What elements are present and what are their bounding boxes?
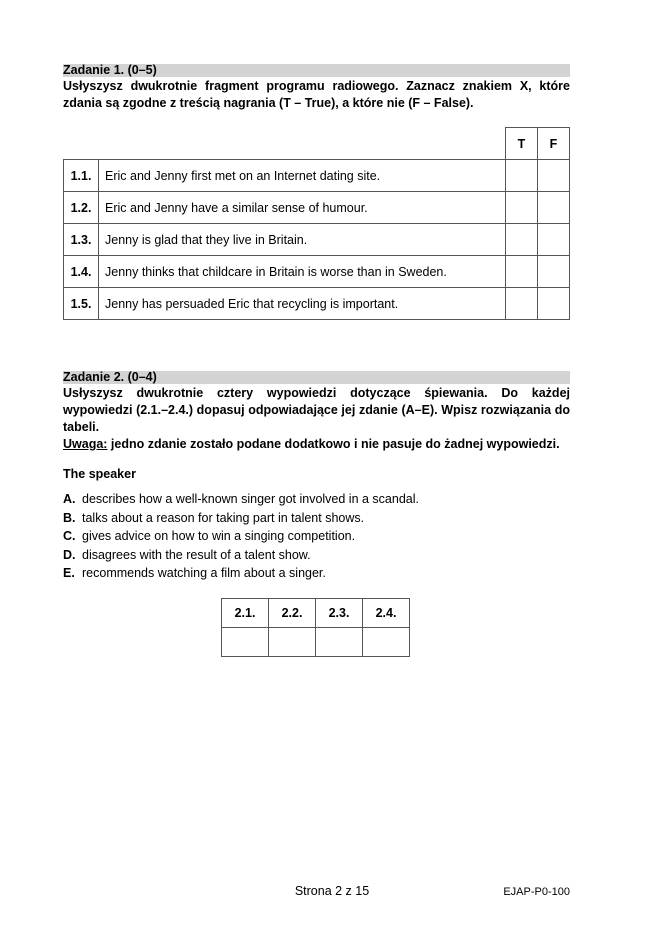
table-row: [64, 224, 570, 256]
statement-text: Jenny has persuaded Eric that recycling is important.: [99, 288, 506, 320]
list-item: [63, 564, 419, 583]
statement-text: Eric and Jenny have a similar sense of humour.: [99, 192, 506, 224]
false-answer-box[interactable]: [538, 160, 570, 192]
option-letter: C.: [63, 529, 76, 544]
row-number: 1.5.: [64, 288, 99, 320]
header-spacer: [64, 128, 99, 160]
task2-instruction-text: Usłyszysz dwukrotnie cztery wypowiedzi dotyczące śpiewania. Do każdej wypowiedzi (2.1.–2.4.) dopasuj odpowiadające jej zdanie (A–E). Wpisz rozwiązania do tabeli.: [63, 386, 570, 434]
answer-header: 2.4.: [363, 599, 410, 628]
table-row: [64, 160, 570, 192]
row-number: 1.4.: [64, 256, 99, 288]
true-answer-box[interactable]: [506, 160, 538, 192]
true-answer-box[interactable]: [506, 192, 538, 224]
answer-header-row: [222, 599, 410, 628]
option-text: talks about a reason for taking part in talent shows.: [82, 510, 365, 525]
true-answer-box[interactable]: [506, 256, 538, 288]
list-item: [63, 546, 419, 565]
answer-table: [221, 598, 410, 657]
option-letter: E.: [63, 566, 75, 581]
task1-header: Zadanie 1. (0–5): [63, 64, 570, 77]
task2-instruction: [63, 385, 570, 453]
statement-text: Jenny thinks that childcare in Britain is worse than in Sweden.: [99, 256, 506, 288]
speaker-heading: The speaker: [63, 467, 136, 481]
row-number: 1.1.: [64, 160, 99, 192]
note-text: jedno zdanie zostało podane dodatkowo i nie pasuje do żadnej wypowiedzi.: [107, 437, 560, 451]
answer-box[interactable]: [363, 628, 410, 657]
table-row: [64, 192, 570, 224]
table-row: [64, 256, 570, 288]
list-item: [63, 527, 419, 546]
exam-code: EJAP-P0-100: [503, 886, 570, 898]
statement-text: Jenny is glad that they live in Britain.: [99, 224, 506, 256]
task1-instruction: [63, 78, 570, 112]
row-number: 1.2.: [64, 192, 99, 224]
false-answer-box[interactable]: [538, 224, 570, 256]
option-letter: B.: [63, 510, 76, 525]
page-number: Strona 2 z 15: [294, 884, 370, 898]
false-answer-box[interactable]: [538, 192, 570, 224]
answer-header: 2.2.: [269, 599, 316, 628]
false-answer-box[interactable]: [538, 288, 570, 320]
header-spacer: [99, 128, 506, 160]
table-header-row: [64, 128, 570, 160]
answer-header: 2.3.: [316, 599, 363, 628]
list-item: [63, 509, 419, 528]
answer-box[interactable]: [269, 628, 316, 657]
option-text: describes how a well-known singer got involved in a scandal.: [82, 492, 419, 506]
option-text: disagrees with the result of a talent show.: [82, 547, 311, 562]
true-answer-box[interactable]: [506, 224, 538, 256]
true-false-table: [63, 127, 570, 320]
table-row: [64, 288, 570, 320]
answer-box[interactable]: [222, 628, 269, 657]
answer-box[interactable]: [316, 628, 363, 657]
option-letter: D.: [63, 547, 76, 562]
false-answer-box[interactable]: [538, 256, 570, 288]
column-false-header: F: [538, 128, 570, 160]
answer-header: 2.1.: [222, 599, 269, 628]
statement-text: Eric and Jenny first met on an Internet dating site.: [99, 160, 506, 192]
note-label: Uwaga:: [63, 437, 108, 451]
options-list: [63, 490, 419, 583]
true-answer-box[interactable]: [506, 288, 538, 320]
row-number: 1.3.: [64, 224, 99, 256]
column-true-header: T: [506, 128, 538, 160]
task2-note: [63, 436, 570, 453]
option-letter: A.: [63, 492, 76, 506]
task1-instruction-text: Usłyszysz dwukrotnie fragment programu radiowego. Zaznacz znakiem X, które zdania są zgodne z treścią nagrania (T – True), a które nie (F – False).: [63, 79, 570, 110]
task2-header: Zadanie 2. (0–4): [63, 371, 570, 384]
list-item: [63, 490, 419, 509]
answer-input-row: [222, 628, 410, 657]
option-text: recommends watching a film about a singer.: [82, 566, 326, 581]
option-text: gives advice on how to win a singing competition.: [82, 529, 356, 544]
